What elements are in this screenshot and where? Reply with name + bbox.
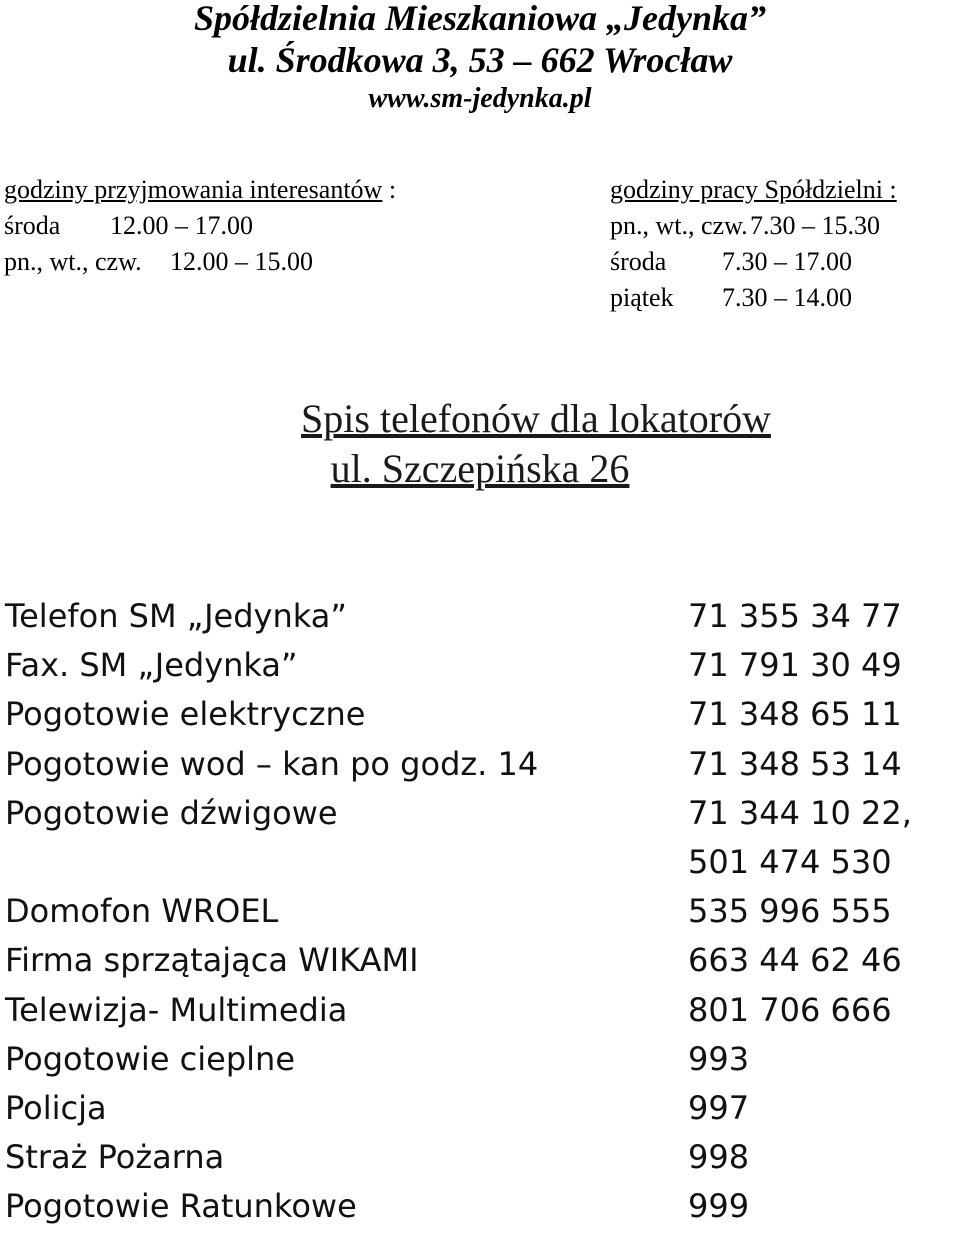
phone-row xyxy=(5,740,955,789)
visitor-hours-time: 12.00 – 15.00 xyxy=(170,247,313,276)
visitor-hours-heading xyxy=(4,172,396,208)
work-hours-days: pn., wt., czw. xyxy=(610,211,748,240)
phone-number: 663 44 62 46 xyxy=(688,941,902,980)
visitor-hours-days: środa xyxy=(4,211,61,240)
directory-title: Spis telefonów dla lokatorów xyxy=(301,396,771,441)
phone-row xyxy=(5,1133,955,1182)
phone-number: 993 xyxy=(688,1039,750,1078)
phone-number: 535 996 555 xyxy=(688,892,892,931)
work-hours-days: środa xyxy=(610,247,667,276)
visitor-hours-title-suffix: : xyxy=(382,175,397,204)
phone-row xyxy=(5,986,955,1035)
phone-number: 997 xyxy=(688,1088,750,1127)
visitor-hours-title: godziny przyjmowania interesantów xyxy=(4,175,383,204)
phone-row xyxy=(5,789,955,838)
phone-row xyxy=(5,1182,955,1231)
phone-list xyxy=(5,592,955,1231)
phone-label: Domofon WROEL xyxy=(5,892,279,931)
work-hours-title: godziny pracy Spółdzielni : xyxy=(610,175,897,204)
phone-number: 71 355 34 77 xyxy=(688,597,902,635)
work-hours-time: 7.30 – 14.00 xyxy=(722,283,852,312)
phone-row xyxy=(5,641,955,690)
phone-number: 801 706 666 xyxy=(688,990,892,1029)
phone-number: 71 348 53 14 xyxy=(688,744,902,783)
visitor-hours-row xyxy=(4,244,396,280)
phone-row xyxy=(5,592,955,641)
phone-number: 71 791 30 49 xyxy=(688,646,902,685)
phone-row xyxy=(5,887,955,936)
phone-label: Pogotowie dźwigowe xyxy=(5,793,338,832)
phone-number: 71 344 10 22, xyxy=(688,793,912,832)
work-hours-row xyxy=(610,208,897,244)
work-hours-row xyxy=(610,280,897,316)
directory-street: ul. Szczepińska 26 xyxy=(330,446,630,491)
phone-label: Pogotowie cieplne xyxy=(5,1039,296,1078)
phone-number: 999 xyxy=(688,1187,750,1226)
work-hours-days: piątek xyxy=(610,283,674,312)
phone-row xyxy=(5,838,955,887)
phone-label: Pogotowie elektryczne xyxy=(5,695,366,734)
visitor-hours xyxy=(4,172,396,280)
cooperative-website: www.sm-jedynka.pl xyxy=(368,83,592,114)
phone-row xyxy=(5,936,955,985)
work-hours-time: 7.30 – 17.00 xyxy=(722,247,852,276)
phone-label: Straż Pożarna xyxy=(5,1138,225,1177)
phone-number: 71 348 65 11 xyxy=(688,695,902,734)
cooperative-name: Spółdzielnia Mieszkaniowa „Jedynka” xyxy=(193,0,767,38)
cooperative-address: ul. Środkowa 3, 53 – 662 Wrocław xyxy=(227,40,733,80)
phone-label: Fax. SM „Jedynka” xyxy=(5,646,298,685)
phone-row xyxy=(5,1084,955,1133)
phone-label: Policja xyxy=(5,1088,107,1127)
phone-number: 501 474 530 xyxy=(688,842,892,881)
visitor-hours-row xyxy=(4,208,396,244)
phone-label: Telefon SM „Jedynka” xyxy=(5,597,347,635)
work-hours-heading xyxy=(610,172,897,208)
visitor-hours-days: pn., wt., czw. xyxy=(4,247,142,276)
phone-row xyxy=(5,690,955,739)
phone-row xyxy=(5,1035,955,1084)
work-hours-time: 7.30 – 15.30 xyxy=(750,211,880,240)
work-hours-row xyxy=(610,244,897,280)
phone-label: Telewizja- Multimedia xyxy=(5,990,348,1029)
phone-label: Pogotowie wod – kan po godz. 14 xyxy=(5,744,539,783)
phone-number: 998 xyxy=(688,1138,750,1177)
phone-label: Firma sprzątająca WIKAMI xyxy=(5,941,419,980)
phone-label: Pogotowie Ratunkowe xyxy=(5,1187,357,1226)
visitor-hours-time: 12.00 – 17.00 xyxy=(110,211,253,240)
work-hours xyxy=(610,172,897,316)
